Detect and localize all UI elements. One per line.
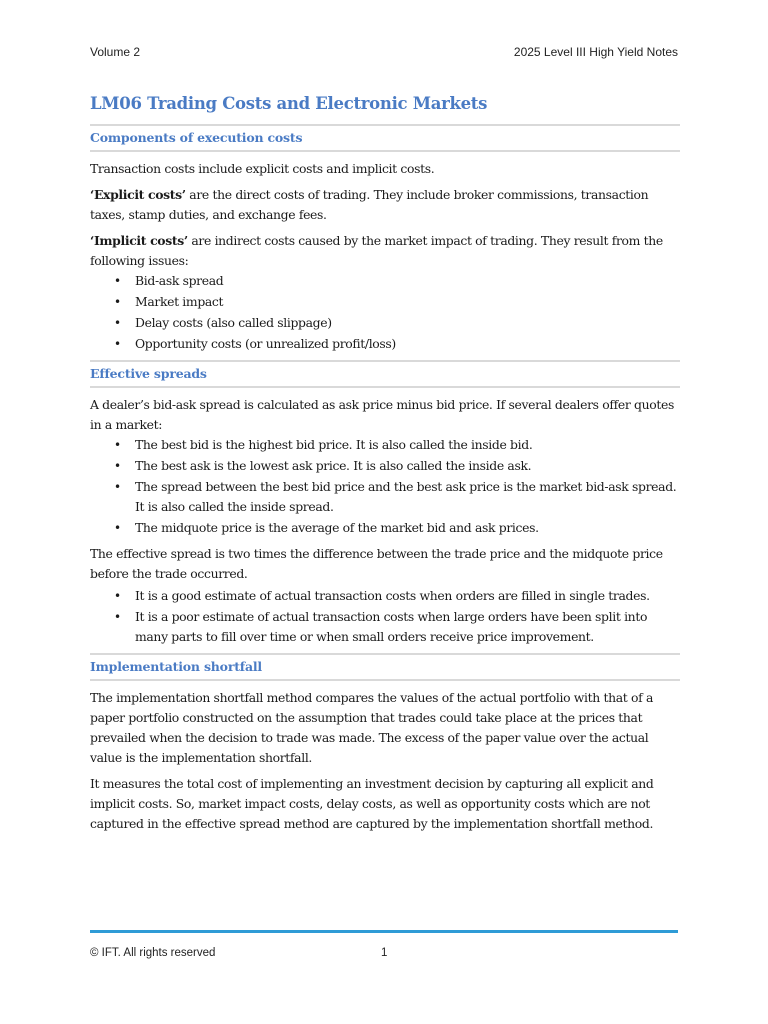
list-item: • It is a poor estimate of actual transaction costs when large orders have been split into many parts to fill over time or when small orders receive price improvement. bbox=[135, 607, 680, 647]
implicit-costs-list bbox=[90, 271, 680, 354]
list-item: • The best ask is the lowest ask price. It is also called the inside ask. bbox=[135, 456, 680, 476]
document-body bbox=[90, 92, 680, 840]
effective-spreads-intro: A dealer’s bid-ask spread is calculated as ask price minus bid price. If several dealers offer quotes in a market: bbox=[90, 397, 674, 432]
section-heading-effective-spreads: Effective spreads bbox=[90, 360, 680, 388]
explicit-costs-term: ‘Explicit costs’ bbox=[90, 187, 186, 202]
list-item: • The spread between the best bid price and the best ask price is the market bid-ask spread. It is also called the inside spread. bbox=[135, 477, 680, 517]
effective-spread-definition: The effective spread is two times the difference between the trade price and the midquote price before the trade occurred. bbox=[90, 546, 663, 581]
list-item: • Bid-ask spread bbox=[135, 271, 680, 291]
header-volume: Volume 2 bbox=[90, 45, 141, 59]
list-item: • It is a good estimate of actual transaction costs when orders are filled in single trades. bbox=[135, 586, 680, 606]
list-item: • The best bid is the highest bid price. It is also called the inside bid. bbox=[135, 435, 680, 455]
list-item: • Delay costs (also called slippage) bbox=[135, 313, 680, 333]
page-number: 1 bbox=[381, 947, 388, 959]
explicit-costs-text: are the direct costs of trading. They include broker commissions, transaction taxes, stamp duties, and exchange fees. bbox=[90, 187, 649, 222]
list-item: • The midquote price is the average of the market bid and ask prices. bbox=[135, 518, 680, 538]
page-header bbox=[90, 45, 678, 59]
implicit-costs-term: ‘Implicit costs’ bbox=[90, 233, 188, 248]
implicit-costs-paragraph bbox=[90, 231, 680, 271]
header-notes-title: 2025 Level III High Yield Notes bbox=[513, 45, 678, 59]
components-intro: Transaction costs include explicit costs and implicit costs. bbox=[90, 161, 435, 176]
section-heading-implementation-shortfall: Implementation shortfall bbox=[90, 653, 680, 681]
list-item: • Opportunity costs (or unrealized profit/loss) bbox=[135, 334, 680, 354]
footer-divider bbox=[90, 930, 678, 933]
dealer-quotes-list bbox=[90, 435, 680, 538]
shortfall-paragraph-2: It measures the total cost of implementing an investment decision by capturing all explicit and implicit costs. So, market impact costs, delay costs, as well as opportunity costs which are not captured in the effective spread method are captured by the implementation shortfall method. bbox=[90, 776, 654, 831]
page-title: LM06 Trading Costs and Electronic Markets bbox=[90, 94, 488, 113]
footer-copyright: © IFT. All rights reserved bbox=[90, 947, 216, 959]
explicit-costs-paragraph bbox=[90, 185, 680, 225]
effective-spread-evaluation-list bbox=[90, 586, 680, 647]
implicit-costs-text: are indirect costs caused by the market impact of trading. They result from the following issues: bbox=[90, 233, 663, 268]
section-heading-components: Components of execution costs bbox=[90, 124, 680, 152]
shortfall-paragraph-1: The implementation shortfall method compares the values of the actual portfolio with that of a paper portfolio constructed on the assumption that trades could take place at the prices that prevailed when the decision to trade was made. The excess of the paper value over the actual value is the implementation shortfall. bbox=[90, 690, 653, 765]
list-item: • Market impact bbox=[135, 292, 680, 312]
